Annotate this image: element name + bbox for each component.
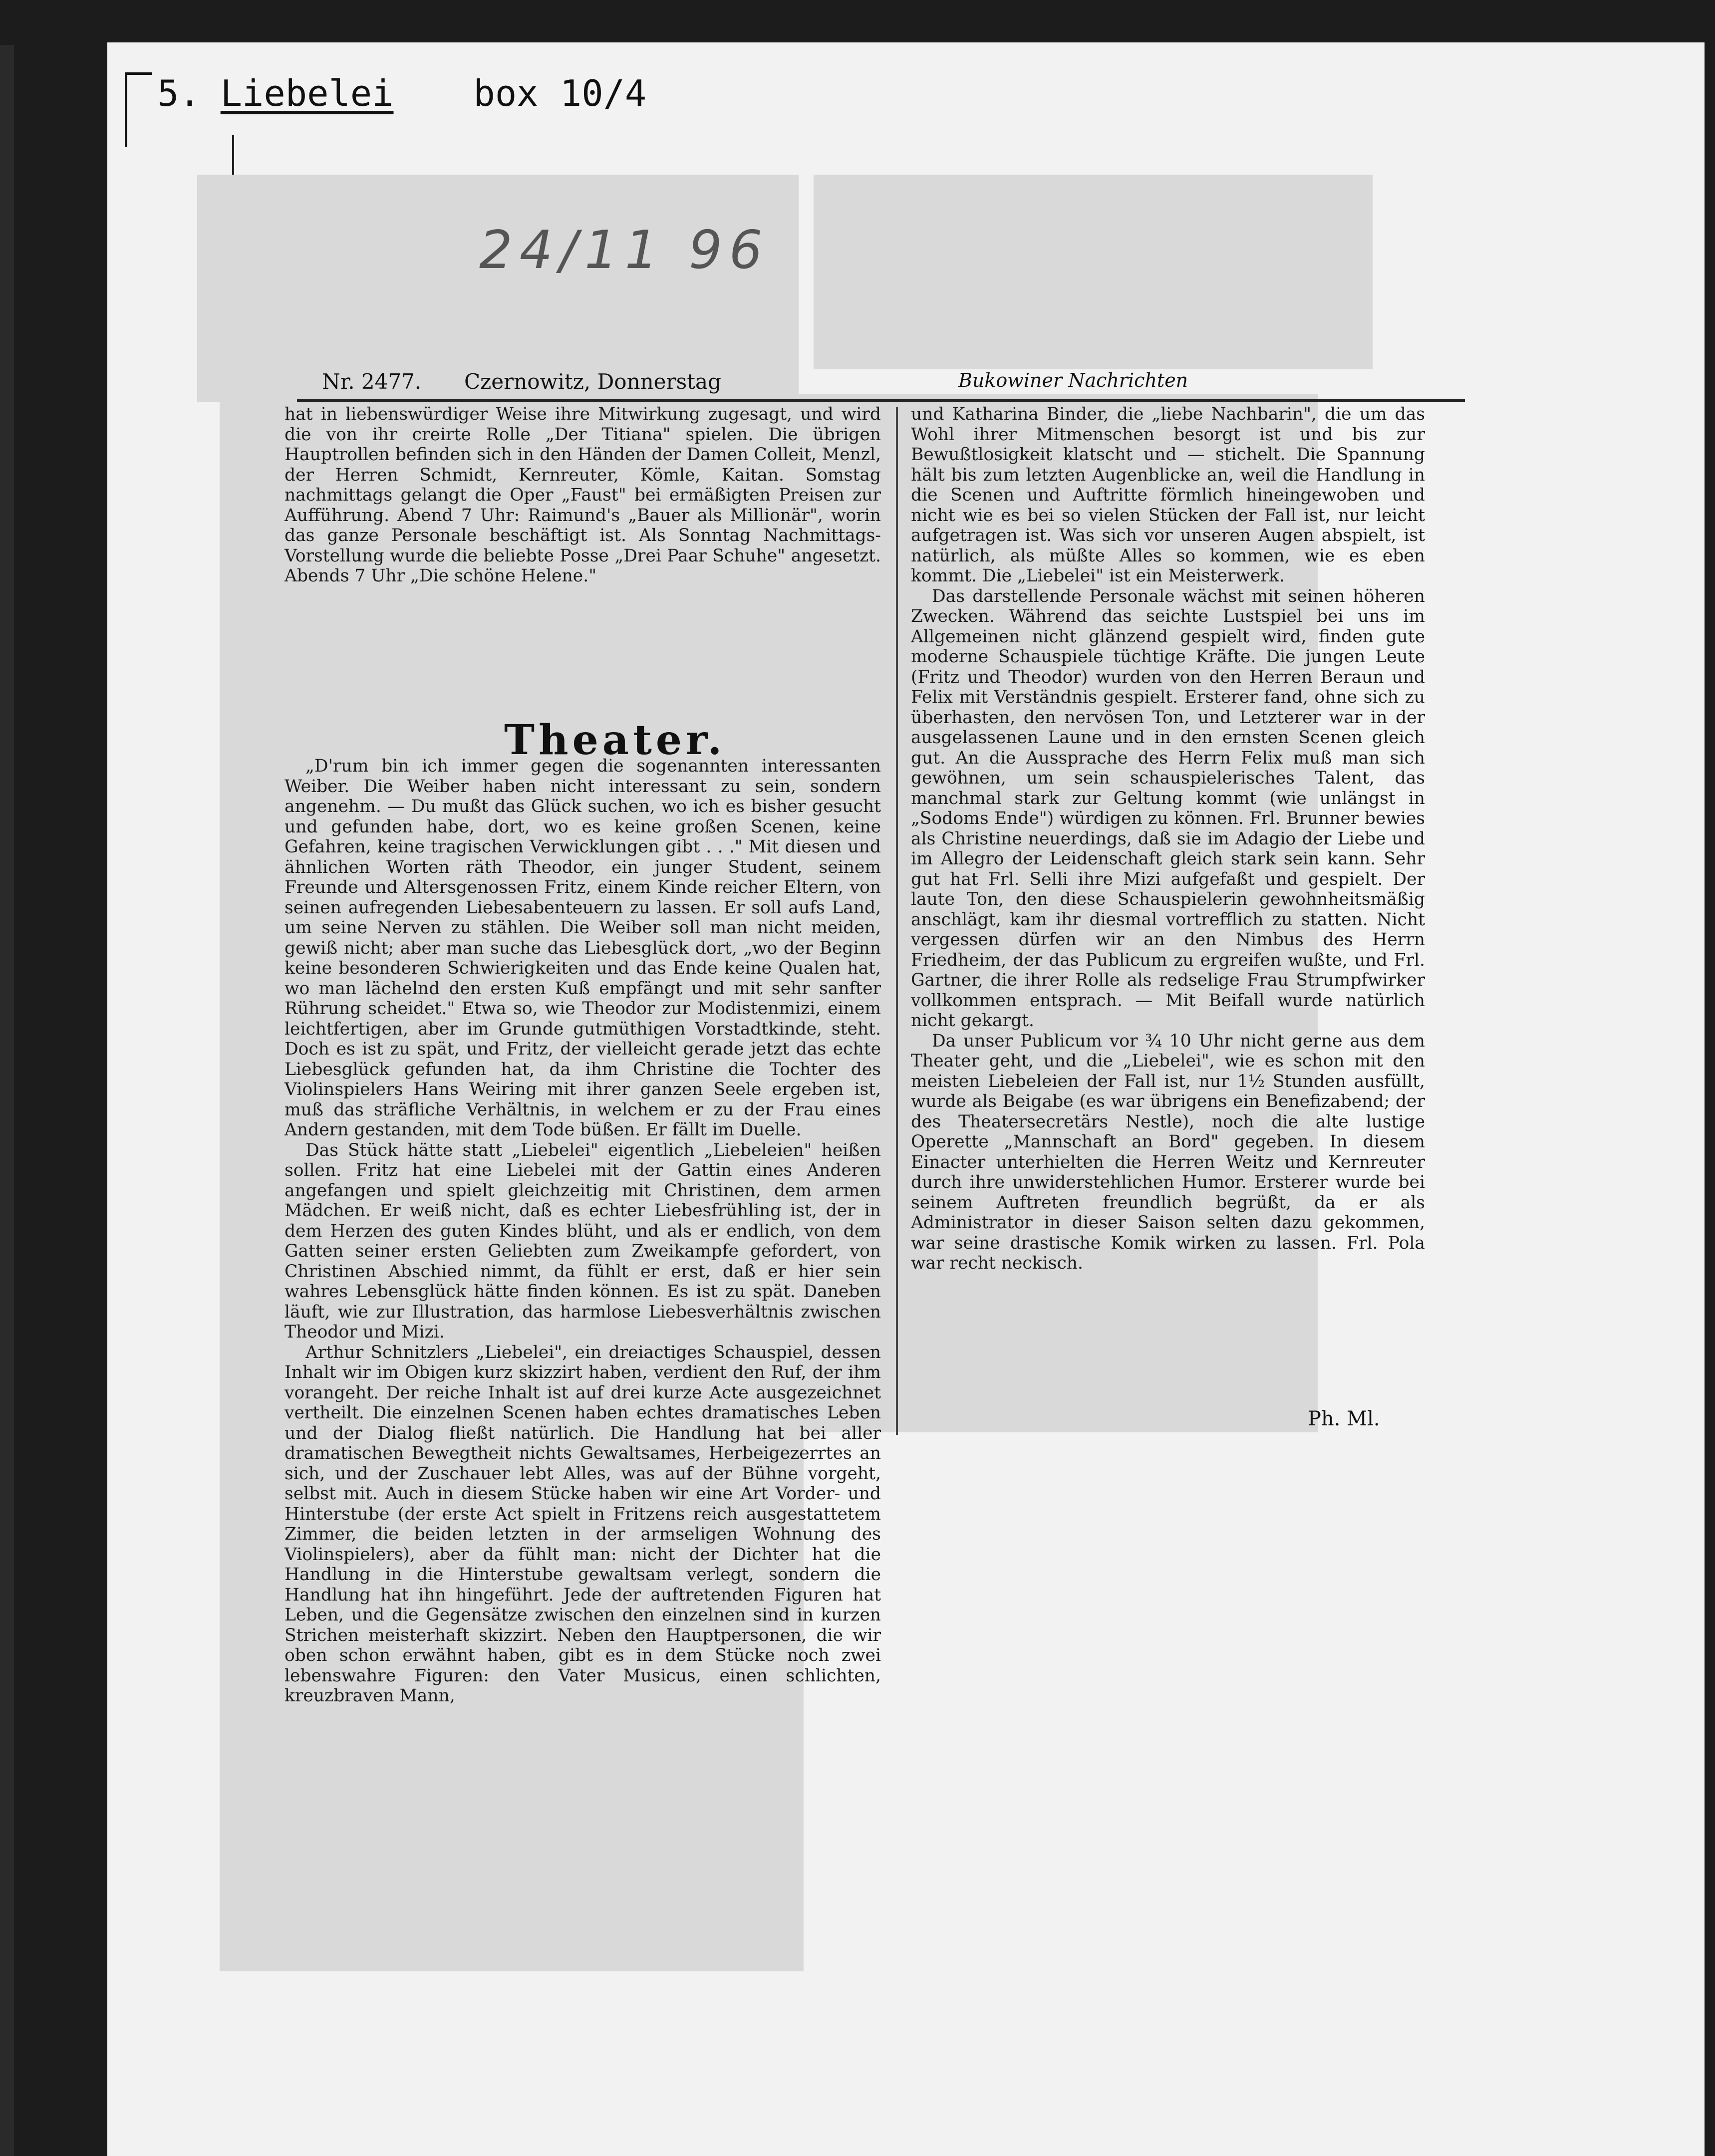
archive-label xyxy=(135,72,784,135)
newspaper-name: Bukowiner Nachrichten xyxy=(958,369,1188,391)
article-paragraph: Das Stück hätte statt „Liebelei" eigentlich „Liebeleien" heißen sollen. Fritz hat eine Liebelei mit der Gattin eines Anderen angefangen und spielt gleichzeitig mit Christinen, dem armen Mädchen. Er weiß nicht, daß es echter Liebesfrühling ist, der in dem Herzen des guten Kindes blüht, und als er endlich, von dem Gatten seiner ersten Geliebten zum Zweikampfe gefordert, von Christinen Abschied nimmt, da fühlt er erst, daß er hier sein wahres Lebensglück hätte finden können. Es ist zu spät. Daneben läuft, wie zur Illustration, das harmlose Liebesverhältnis zwischen Theodor und Mizi. xyxy=(285,1140,881,1342)
article-paragraph: Da unser Publicum vor ¾ 10 Uhr nicht gerne aus dem Theater geht, und die „Liebelei", wie es schon mit den meisten Liebeleien der Fall ist, nur 1½ Stunden ausfüllt, wurde als Beigabe (es war übrigens ein Benefizabend; der des Theatersecretärs Nestle), noch die alte lustige Operette „Mannschaft an Bord" gegeben. In diesem Einacter unterhielten die Herren Weitz und Kernreuter durch ihre unwiderstehlichen Humor. Ersterer wurde bei seinem Auftreten freundlich begrüßt, da er als Administrator in dieser Saison selten dazu gekommen, war seine drastische Komik wirken zu lassen. Frl. Pola war recht neckisch. xyxy=(911,1031,1425,1273)
article-paragraph: Das darstellende Personale wächst mit seinen höheren Zwecken. Während das seichte Lustspiel bei uns im Allgemeinen nicht glänzend gespielt wird, finden gute moderne Schauspiele tüchtige Kräfte. Die jungen Leute (Fritz und Theodor) wurden von den Herren Beraun und Felix mit Verständnis gespielt. Ersterer fand, ohne sich zu überhasten, den nervösen Ton, und Letzterer war in der ausgelassenen Laune und in den ernsten Scenen gleich gut. An die Aussprache des Herrn Felix muß man sich gewöhnen, um sein schauspielerisches Talent, das manchmal stark zur Geltung kommt (wie unlängst in „Sodoms Ende") würdigen zu können. Frl. Brunner bewies als Christine neuerdings, daß sie im Adagio der Liebe und im Allegro der Leidenschaft gleich stark sein kann. Sehr gut hat Frl. Selli ihre Mizi aufgefaßt und gespielt. Der laute Ton, den diese Schauspielerin gewohnheitsmäßig anschlägt, kam ihr diesmal vortrefflich zu statten. Nicht vergessen dürfen wir an den Nimbus des Herrn Friedheim, der das Publicum zu ergreifen wußte, und Frl. Gartner, die ihrer Rolle als redselige Frau Strumpfwirker vollkommen entsprach. — Mit Beifall wurde natürlich nicht gekargt. xyxy=(911,586,1425,1031)
corner-mark-vertical xyxy=(125,72,127,147)
author-signature: Ph. Ml. xyxy=(1308,1407,1380,1430)
masthead-rule xyxy=(297,399,1465,402)
archive-box: box 10/4 xyxy=(473,72,647,114)
article-paragraph: „D'rum bin ich immer gegen die sogenannten interessanten Weiber. Die Weiber haben nicht interessant zu sein, sondern angenehm. — Du mußt das Glück suchen, wo ich es bisher gesucht und gefunden habe, dort, wo es keine großen Scenen, keine Gefahren, keine tragischen Verwicklungen gibt . . ." Mit diesen und ähnlichen Worten räth Theodor, ein junger Student, seinem Freunde und Altersgenossen Fritz, einem Kinde reicher Eltern, von seinen aufregenden Liebesabenteuern zu lassen. Er soll aufs Land, um seine Nerven zu stählen. Die Weiber soll man nicht meiden, gewiß nicht; aber man suche das Liebesglück dort, „wo der Beginn keine besonderen Schwierigkeiten und das Ende keine Qualen hat, wo man lächelnd den ersten Kuß empfängt und mit sehr sanfter Rührung scheidet." Etwa so, wie Theodor zur Modistenmizi, einem leichtfertigen, aber im Grunde gutmüthigen Vorstadtkinde, steht. Doch es ist zu spät, und Fritz, der vielleicht gerade jetzt das echte Liebesglück gefunden hat, da ihm Christine die Tochter des Violinspielers Hans Weiring mit ihrer ganzen Seele ergeben ist, muß das sträfliche Verhältnis, in welchem er zu der Frau eines Andern gestanden, mit dem Tode büßen. Er fällt im Duelle. xyxy=(285,756,881,1140)
left-top-notice xyxy=(285,404,881,586)
clipping-header-right xyxy=(814,175,1373,369)
notice-paragraph: hat in liebenswürdiger Weise ihre Mitwirkung zugesagt, und wird die von ihr creirte Rolle „Der Titiana" spielen. Die übrigen Hauptrollen befinden sich in den Händen der Damen Colleit, Menzl, der Herren Schmidt, Kernreuter, Kömle, Kaitan. Somstag nachmittags gelangt die Oper „Faust" bei ermäßigten Preisen zur Aufführung. Abend 7 Uhr: Raimund's „Bauer als Millionär", worin das ganze Personale beschäftigt ist. Als Sonntag Nachmittags-Vorstellung wurde die beliebte Posse „Drei Paar Schuhe" angesetzt. Abends 7 Uhr „Die schöne Helene." xyxy=(285,404,881,586)
article-left-column xyxy=(285,756,881,1706)
article-heading: Theater. xyxy=(504,716,726,764)
film-edge xyxy=(0,45,14,2156)
article-right-column xyxy=(911,404,1425,1274)
article-paragraph: Arthur Schnitzlers „Liebelei", ein dreiactiges Schauspiel, dessen Inhalt wir im Obigen kurz skizzirt haben, verdient den Ruf, der ihm vorangeht. Der reiche Inhalt ist auf drei kurze Acte ausgezeichnet vertheilt. Die einzelnen Scenen haben echtes dramatisches Leben und der Dialog fließt natürlich. Die Handlung hat bei aller dramatischen Bewegtheit nichts Gewaltsames, Herbeigezerrtes an sich, und der Zuschauer lebt Alles, was auf der Bühne vorgeht, selbst mit. Auch in diesem Stücke haben wir eine Art Vorder- und Hinterstube (der erste Act spielt in Fritzens reich ausgestattetem Zimmer, die beiden letzten in der armseligen Wohnung des Violinspielers), aber da fühlt man: nicht der Dichter hat die Handlung in die Hinterstube gewaltsam verlegt, sondern die Handlung hat ihn hingeführt. Jede der auftretenden Figuren hat Leben, und die Gegensätze zwischen den einzelnen sind in kurzen Strichen meisterhaft skizzirt. Neben den Hauptpersonen, die wir oben schon erwähnt haben, gibt es in dem Stücke noch zwei lebenswahre Figuren: den Vater Musicus, einen schlichten, kreuzbraven Mann, xyxy=(285,1342,881,1706)
corner-mark xyxy=(125,72,152,75)
place-day: Czernowitz, Donnerstag xyxy=(464,369,721,394)
issue-number: Nr. 2477. xyxy=(322,369,422,394)
column-divider xyxy=(896,407,898,1435)
archive-number: 5. xyxy=(157,72,201,114)
article-paragraph: und Katharina Binder, die „liebe Nachbarin", die um das Wohl ihrer Mitmenschen besorgt ist und bis zur Bewußtlosigkeit klatscht und — stichelt. Die Spannung hält bis zum letzten Augenblicke an, weil die Handlung in die Scenen und Auftritte förmlich hineingewoben und nicht wie es bei so vielen Stücken der Fall ist, nur leicht aufgetragen ist. Was sich vor unseren Augen abspielt, ist natürlich, als müßte Alles so kommen, wie es eben kommt. Die „Liebelei" ist ein Meisterwerk. xyxy=(911,404,1425,586)
clipping-header-left xyxy=(197,175,799,402)
archive-title: Liebelei xyxy=(220,72,394,114)
handwritten-date: 24/11 96 xyxy=(479,220,770,280)
